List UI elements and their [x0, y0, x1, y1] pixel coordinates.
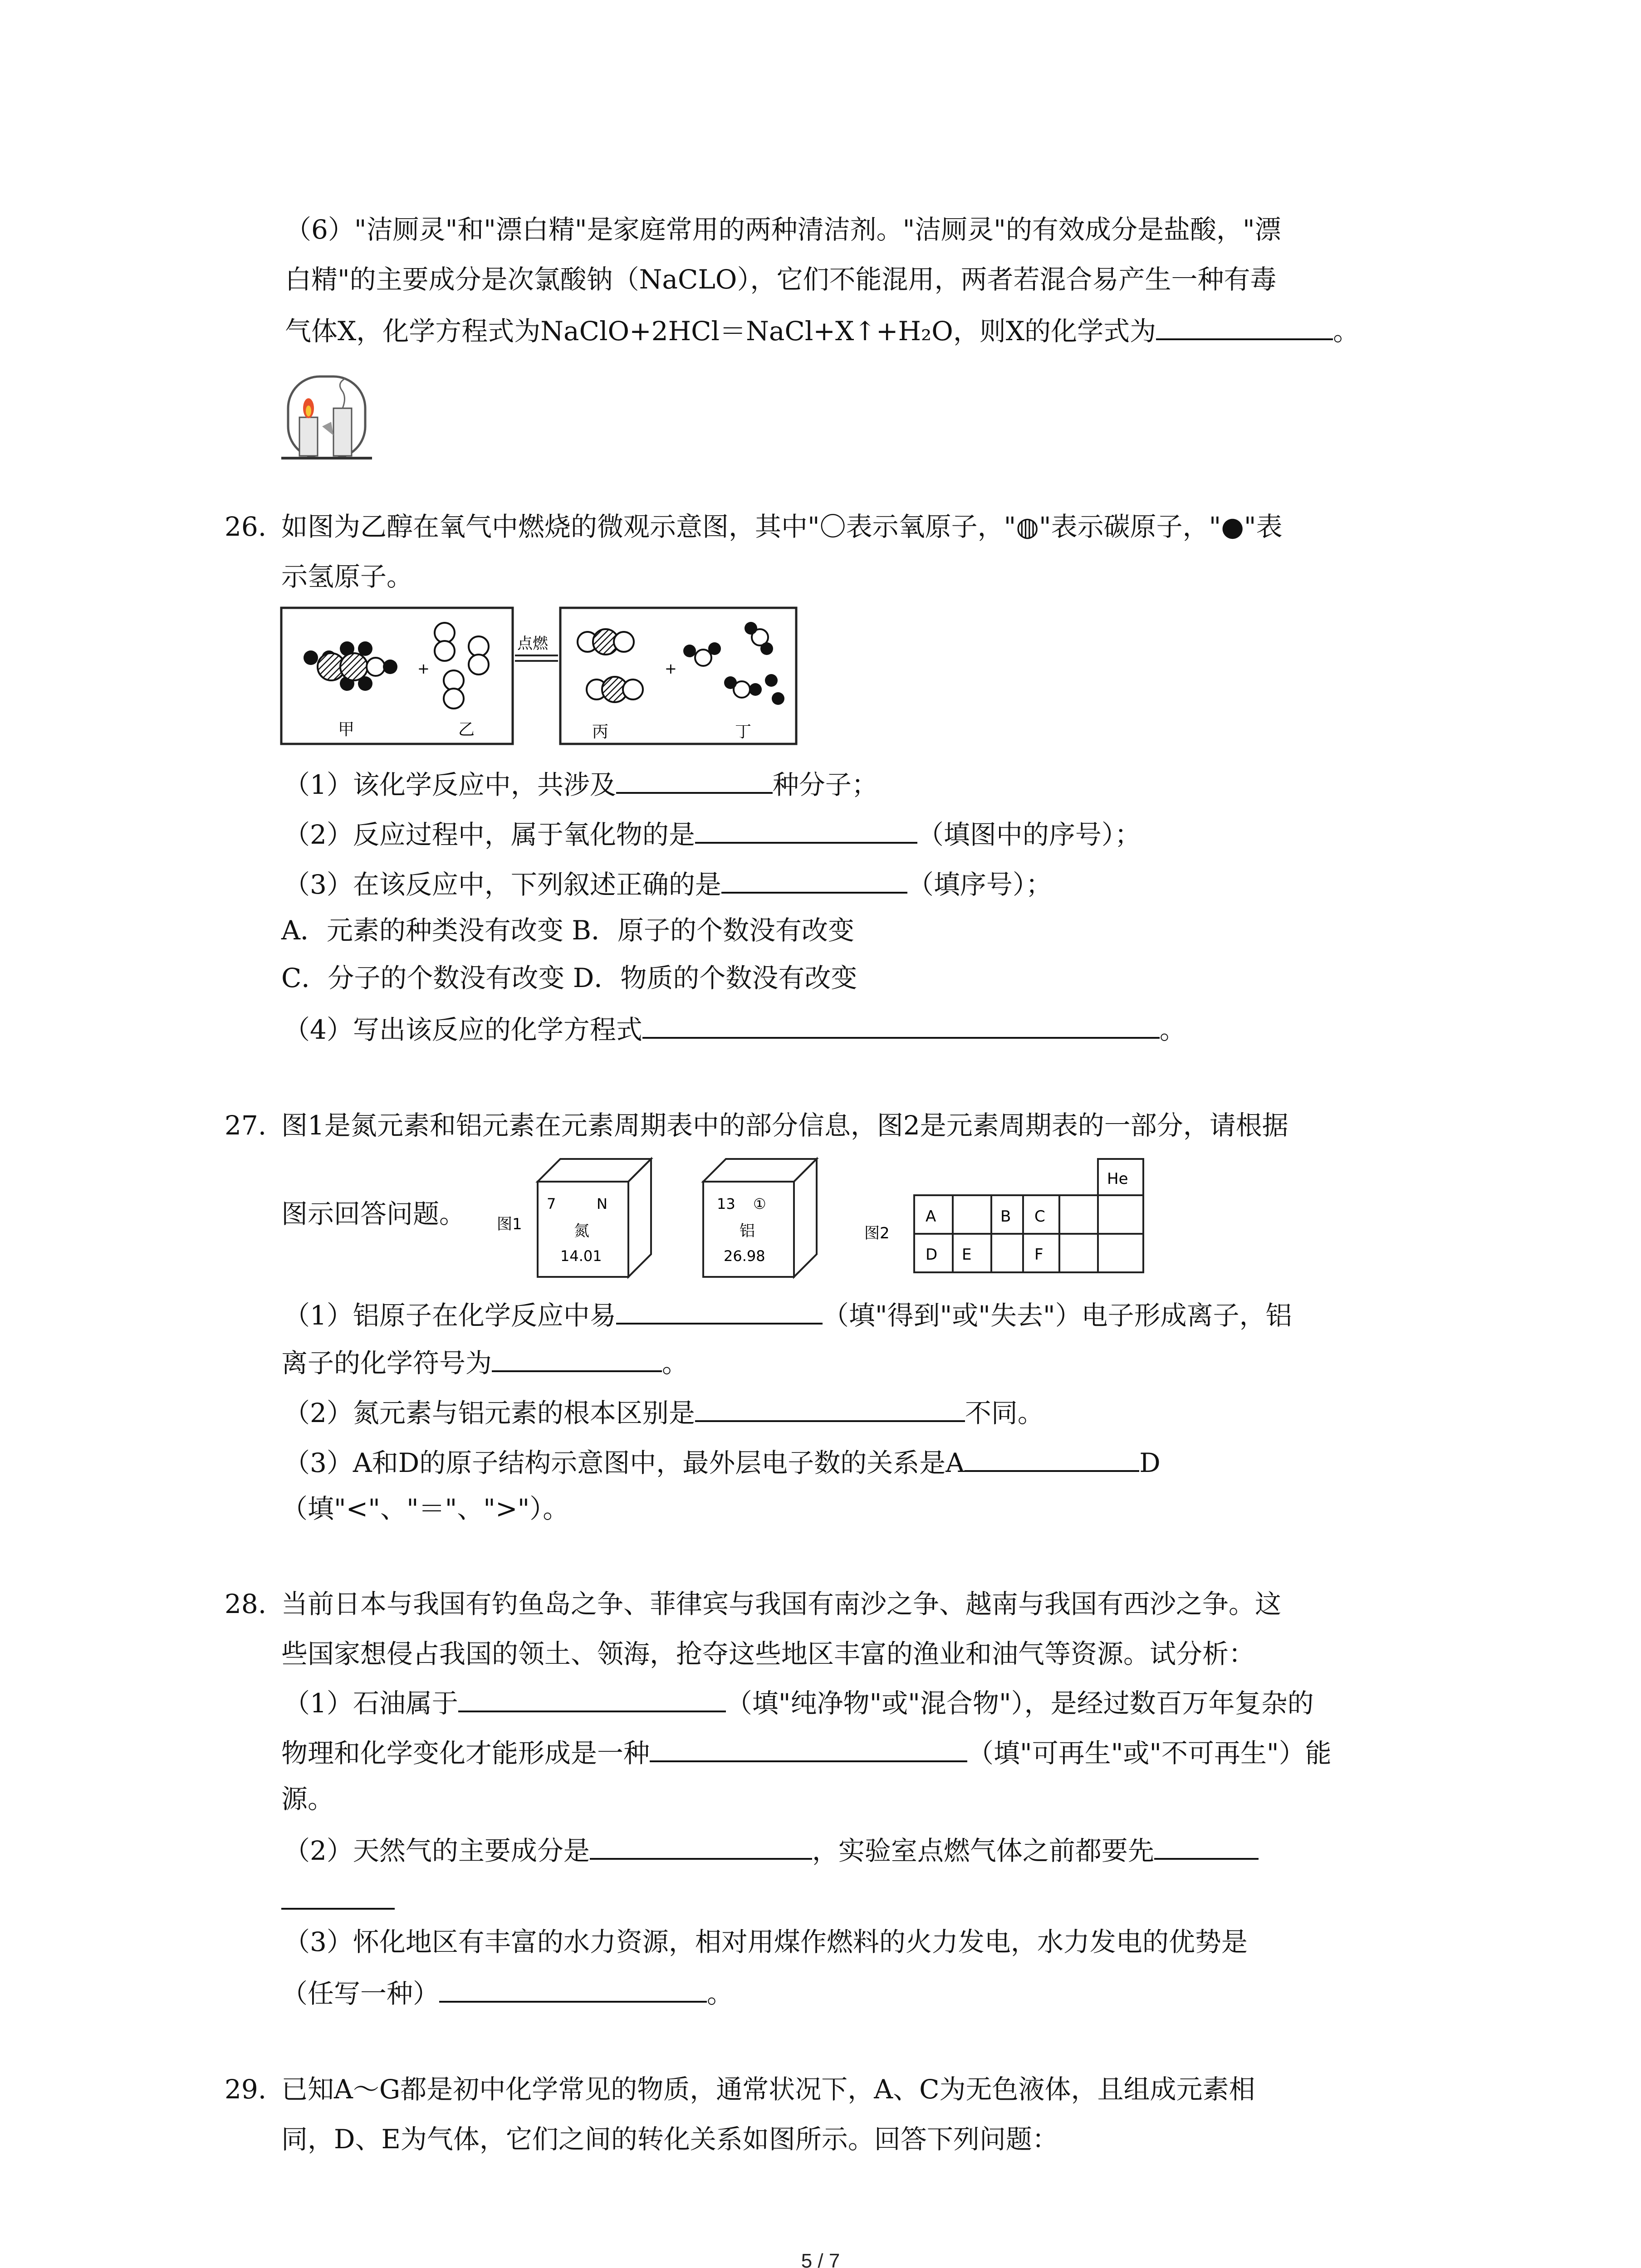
q27-blank-3[interactable] — [965, 1445, 1139, 1472]
q26-line-2: 示氢原子。 — [281, 561, 413, 592]
water-molecules — [683, 622, 784, 705]
svg-text:乙: 乙 — [458, 720, 475, 739]
candle-experiment-image — [279, 372, 374, 463]
svg-text:图2: 图2 — [864, 1224, 890, 1242]
svg-text:+: + — [417, 660, 430, 677]
svg-text:26.98: 26.98 — [724, 1247, 765, 1265]
q28-blank-1b[interactable] — [650, 1735, 967, 1762]
q26-options-cd: C．分子的个数没有改变 D．物质的个数没有改变 — [281, 963, 857, 993]
q26-blank-3[interactable] — [721, 866, 907, 894]
q28-blank-3[interactable] — [439, 1975, 707, 2003]
ethanol-molecule — [304, 641, 397, 691]
q27-line-1: 图1是氮元素和铝元素在元素周期表中的部分信息，图2是元素周期表的一部分，请根据 — [281, 1110, 1288, 1141]
q28-blank-2b[interactable] — [1154, 1833, 1259, 1860]
q28-blank-1[interactable] — [458, 1685, 726, 1712]
svg-text:7: 7 — [547, 1195, 556, 1212]
q28-line-1: 当前日本与我国有钓鱼岛之争、菲律宾与我国有南沙之争、越南与我国有西沙之争。这 — [281, 1589, 1282, 1619]
q28-sub-3b: （任写一种） 。 — [281, 1975, 733, 2010]
svg-text:图1: 图1 — [497, 1215, 522, 1233]
q26-blank-1[interactable] — [616, 767, 773, 794]
svg-text:N: N — [597, 1195, 607, 1212]
svg-text:He: He — [1107, 1170, 1128, 1188]
q29-line-2: 同，D、E为气体，它们之间的转化关系如图所示。回答下列问题： — [281, 2124, 1058, 2155]
q27-number: 27. — [225, 1110, 267, 1141]
svg-text:甲: 甲 — [338, 720, 355, 739]
q25-line-2: 白精"的主要成分是次氯酸钠（NaCLO），它们不能混用，两者若混合易产生一种有毒 — [285, 264, 1277, 295]
q26-line-1: 如图为乙醇在氧气中燃烧的微观示意图，其中"〇表示氧原子，"◍"表示碳原子，"●"表 — [281, 511, 1283, 542]
svg-text:氮: 氮 — [574, 1222, 589, 1240]
q27-sub-1b: 离子的化学符号为 。 — [281, 1345, 688, 1379]
svg-text:铝: 铝 — [740, 1222, 755, 1240]
q27-blank-1b[interactable] — [492, 1345, 662, 1372]
svg-text:F: F — [1034, 1246, 1043, 1264]
q27-line-2: 图示回答问题。 — [281, 1198, 466, 1229]
svg-text:C: C — [1034, 1207, 1045, 1226]
svg-text:丙: 丙 — [592, 723, 609, 741]
ethanol-combustion-diagram — [279, 606, 805, 751]
q28-sub-3: （3）怀化地区有丰富的水力资源，相对用煤作燃料的火力发电，水力发电的优势是 — [284, 1926, 1248, 1957]
q26-sub-1: （1）该化学反应中，共涉及 种分子； — [284, 767, 878, 801]
q26-sub-4: （4）写出该反应的化学方程式 。 — [284, 1012, 1186, 1046]
q28-sub-2: （2）天然气的主要成分是 ，实验室点燃气体之前都要先 — [284, 1833, 1259, 1867]
page-number: 5 / 7 — [801, 2250, 840, 2268]
q28-blank-2a[interactable] — [590, 1833, 812, 1860]
q25-line-3: 气体X，化学方程式为NaClO+2HCl＝NaCl+X↑+H₂O，则X的化学式为 。 — [285, 313, 1359, 347]
q28-sub-1c: 源。 — [281, 1784, 334, 1814]
oxygen-molecules — [435, 623, 489, 709]
svg-text:+: + — [665, 660, 677, 677]
svg-text:①: ① — [753, 1195, 766, 1212]
q26-blank-4[interactable] — [642, 1012, 1160, 1039]
q28-line-2: 些国家想侵占我国的领土、领海，抢夺这些地区丰富的渔业和油气等资源。试分析： — [281, 1638, 1255, 1669]
q27-blank-1[interactable] — [616, 1297, 823, 1325]
q28-blank-2b-continued[interactable] — [281, 1882, 395, 1910]
carbon-dioxide-molecules — [578, 629, 643, 702]
q26-blank-2[interactable] — [695, 816, 917, 844]
q26-number: 26. — [225, 511, 267, 542]
svg-text:B: B — [1000, 1207, 1011, 1226]
svg-text:13: 13 — [717, 1195, 735, 1212]
q27-sub-3b: （填"<"、"＝"、">"）。 — [281, 1493, 569, 1524]
aluminum-element-cell — [703, 1159, 817, 1277]
svg-text:D: D — [926, 1246, 938, 1264]
svg-text:点燃: 点燃 — [517, 635, 548, 653]
q28-sub-1: （1）石油属于 （填"纯净物"或"混合物"），是经过数百万年复杂的 — [284, 1685, 1314, 1720]
q29-line-1: 已知A～G都是初中化学常见的物质，通常状况下，A、C为无色液体，且组成元素相 — [281, 2074, 1255, 2105]
q25-line-1: （6）"洁厕灵"和"漂白精"是家庭常用的两种清洁剂。"洁厕灵"的有效成分是盐酸，"漂 — [285, 214, 1281, 245]
q25-answer-blank[interactable] — [1156, 313, 1333, 340]
svg-text:E: E — [962, 1246, 972, 1264]
periodic-table-figure — [495, 1150, 1161, 1286]
q27-sub-3: （3）A和D的原子结构示意图中，最外层电子数的关系是A D — [284, 1445, 1161, 1479]
q26-sub-3: （3）在该反应中，下列叙述正确的是 （填序号）； — [284, 866, 1052, 901]
q29-number: 29. — [225, 2074, 267, 2105]
svg-text:A: A — [926, 1207, 936, 1226]
q27-sub-2: （2）氮元素与铝元素的根本区别是 不同。 — [284, 1395, 1044, 1429]
q27-sub-1: （1）铝原子在化学反应中易 （填"得到"或"失去"）电子形成离子，铝 — [284, 1297, 1292, 1332]
nitrogen-element-cell — [538, 1159, 651, 1277]
q26-sub-2: （2）反应过程中，属于氧化物的是 （填图中的序号）； — [284, 816, 1141, 851]
svg-text:14.01: 14.01 — [560, 1247, 602, 1265]
q28-number: 28. — [225, 1589, 267, 1619]
q26-options-ab: A．元素的种类没有改变 B．原子的个数没有改变 — [281, 915, 854, 946]
svg-text:丁: 丁 — [735, 723, 752, 741]
q27-blank-2[interactable] — [695, 1395, 965, 1422]
q28-sub-1b: 物理和化学变化才能形成是一种 （填"可再生"或"不可再生"）能 — [281, 1735, 1332, 1769]
